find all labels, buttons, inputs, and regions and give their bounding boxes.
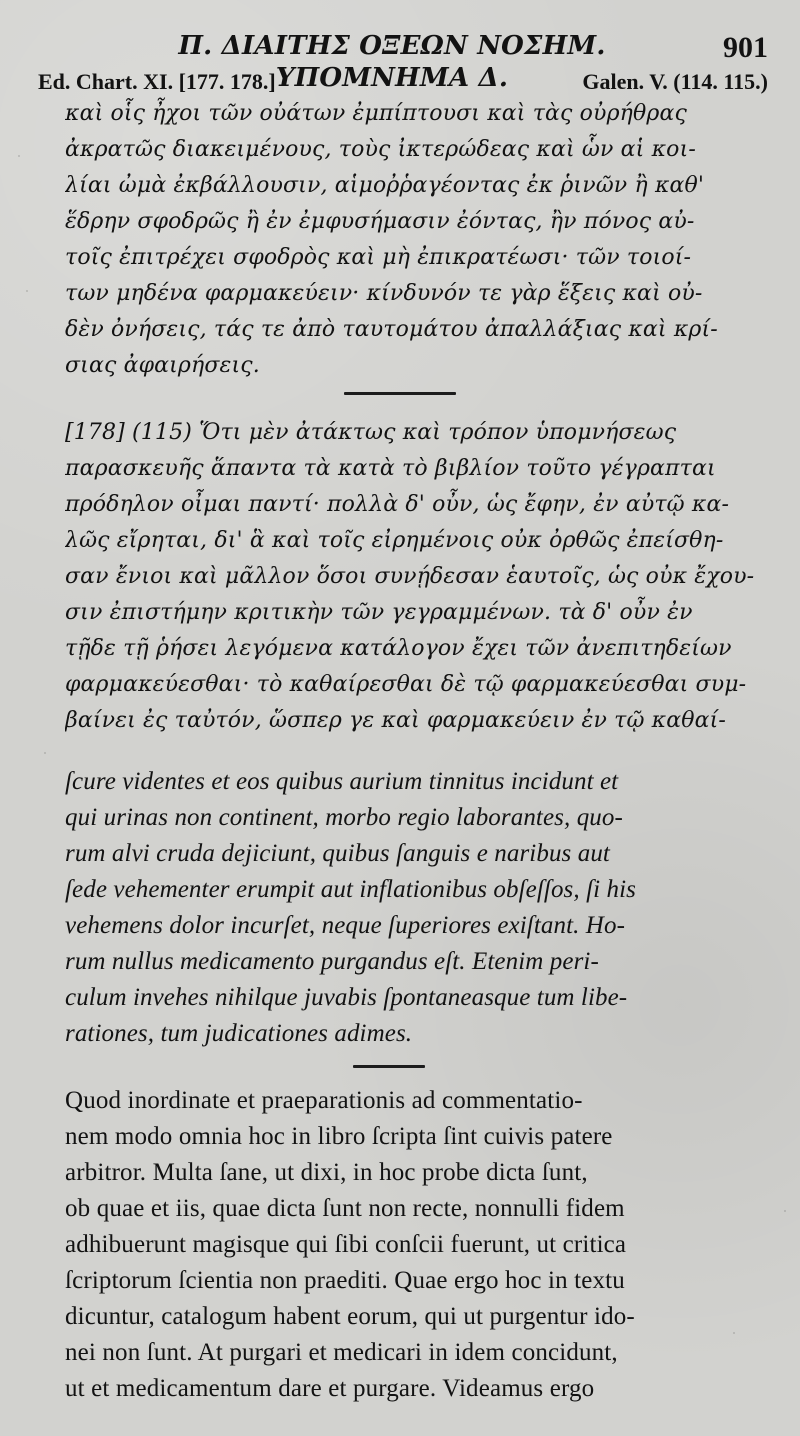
greek-line: πρόδηλον οἶμαι παντί· πολλὰ δ' οὖν, ὡς ἔφην, ἐν αὐτῷ κα-: [65, 492, 730, 517]
greek-line: τῇδε τῇ ῥήσει λεγόμενα κατάλογον ἔχει τῶν ἀνεπιτηδείων: [65, 636, 732, 661]
latin-line: vehemens dolor incurſet, neque ſuperiores exiſtant. Ho-: [65, 912, 625, 939]
greek-line: σιας ἀφαιρήσεις.: [65, 353, 260, 378]
latin-line: rum alvi cruda dejiciunt, quibus ſanguis e naribus aut: [65, 840, 610, 867]
latin-line: culum invehes nihilque juvabis ſpontaneasque tum libe-: [65, 984, 628, 1011]
greek-line: καὶ οἷς ἦχοι τῶν οὐάτων ἐμπίπτουσι καὶ τὰς οὐρήθρας: [65, 101, 687, 126]
greek-line: ἀκρατῶς διακειμένους, τοὺς ἰκτερώδεας καὶ ὧν αἱ κοι-: [65, 137, 696, 162]
paper-speck: [26, 290, 28, 292]
latin-roman-line: adhibuerunt magisque qui ſibi conſcii fuerunt, ut critica: [65, 1231, 627, 1258]
edition-right: Galen. V. (114. 115.): [582, 69, 768, 94]
page-number: 901: [723, 31, 768, 64]
latin-roman-line: dicuntur, catalogum habent eorum, qui ut purgentur ido-: [65, 1303, 635, 1330]
greek-line: βαίνει ἐς ταὐτόν, ὥσπερ γε καὶ φαρμακεύειν ἐν τῷ καθαί-: [65, 708, 727, 733]
paper-speck: [18, 155, 20, 157]
latin-line: ſede vehementer erumpit aut inflationibus obſeſſos, ſi his: [65, 876, 636, 903]
greek-line: σιν ἐπιστήμην κριτικὴν τῶν γεγραμμένων. τὰ δ' οὖν ἐν: [65, 600, 693, 625]
greek-line: ἕδρην σφοδρῶς ἢ ἐν ἐμφυσήμασιν ἐόντας, ἢν πόνος αὐ-: [65, 209, 695, 234]
greek-line: φαρμακεύεσθαι· τὸ καθαίρεσθαι δὲ τῷ φαρμακεύεσθαι συμ-: [65, 672, 747, 697]
latin-roman-line: ſcriptorum ſcientia non praediti. Quae ergo hoc in textu: [65, 1267, 625, 1294]
latin-line: ſcure videntes et eos quibus aurium tinnitus incidunt et: [65, 768, 619, 795]
greek-line: τοῖς ἐπιτρέχει σφοδρὸς καὶ μὴ ἐπικρατέωσι· τῶν τοιοί-: [65, 245, 692, 270]
section-divider: [353, 1065, 425, 1068]
section-divider: [344, 392, 456, 395]
greek-line: [178] (115) Ὅτι μὲν ἀτάκτως καὶ τρόπον ὑπομνήσεως: [65, 420, 677, 445]
paper-speck: [44, 752, 46, 754]
latin-roman-line: arbitror. Multa ſane, ut dixi, in hoc probe dicta ſunt,: [65, 1159, 588, 1186]
latin-line: rum nullus medicamento purgandus eſt. Etenim peri-: [65, 948, 599, 975]
greek-line: σαν ἔνιοι καὶ μᾶλλον ὅσοι συνῄδεσαν ἑαυτοῖς, ὡς οὐκ ἔχου-: [65, 564, 755, 589]
greek-line: των μηδένα φαρμακεύειν· κίνδυνόν τε γὰρ ἕξεις καὶ οὐ-: [65, 281, 703, 306]
running-title: Π. ΔΙΑΙΤΗΣ ΟΞΕΩΝ ΝΟΣΗΜ. ΥΠΟΜΝΗΜΑ Δ.: [178, 31, 606, 93]
greek-line: παρασκευῆς ἅπαντα τὰ κατὰ τὸ βιβλίον τοῦτο γέγραπται: [65, 456, 716, 481]
latin-roman-line: ob quae et iis, quae dicta ſunt non recte, nonnulli fidem: [65, 1195, 625, 1222]
latin-roman-line: nem modo omnia hoc in libro ſcripta ſint cuivis patere: [65, 1123, 613, 1150]
greek-line: δὲν ὀνήσεις, τάς τε ἀπὸ ταυτομάτου ἀπαλλάξιας καὶ κρί-: [65, 317, 718, 342]
latin-roman-line: nei non ſunt. At purgari et medicari in idem concidunt,: [65, 1339, 618, 1366]
edition-left: Ed. Chart. XI. [177. 178.]: [38, 69, 276, 94]
latin-roman-line: ut et medicamentum dare et purgare. Videamus ergo: [65, 1375, 595, 1402]
latin-roman-line: Quod inordinate et praeparationis ad commentatio-: [65, 1087, 583, 1114]
greek-line: λῶς εἴρηται, δι' ἃ καὶ τοῖς εἰρημένοις οὐκ ὀρθῶς ἐπείσθη-: [65, 528, 724, 553]
edition-line: [38, 67, 768, 97]
paper-speck: [784, 1210, 786, 1212]
latin-line: rationes, tum judicationes adimes.: [65, 1020, 413, 1047]
greek-line: λίαι ὠμὰ ἐκβάλλουσιν, αἱμοῤῥαγέοντας ἐκ ῥινῶν ἢ καθ': [65, 173, 705, 198]
latin-line: qui urinas non continent, morbo regio laborantes, quo-: [65, 804, 623, 831]
